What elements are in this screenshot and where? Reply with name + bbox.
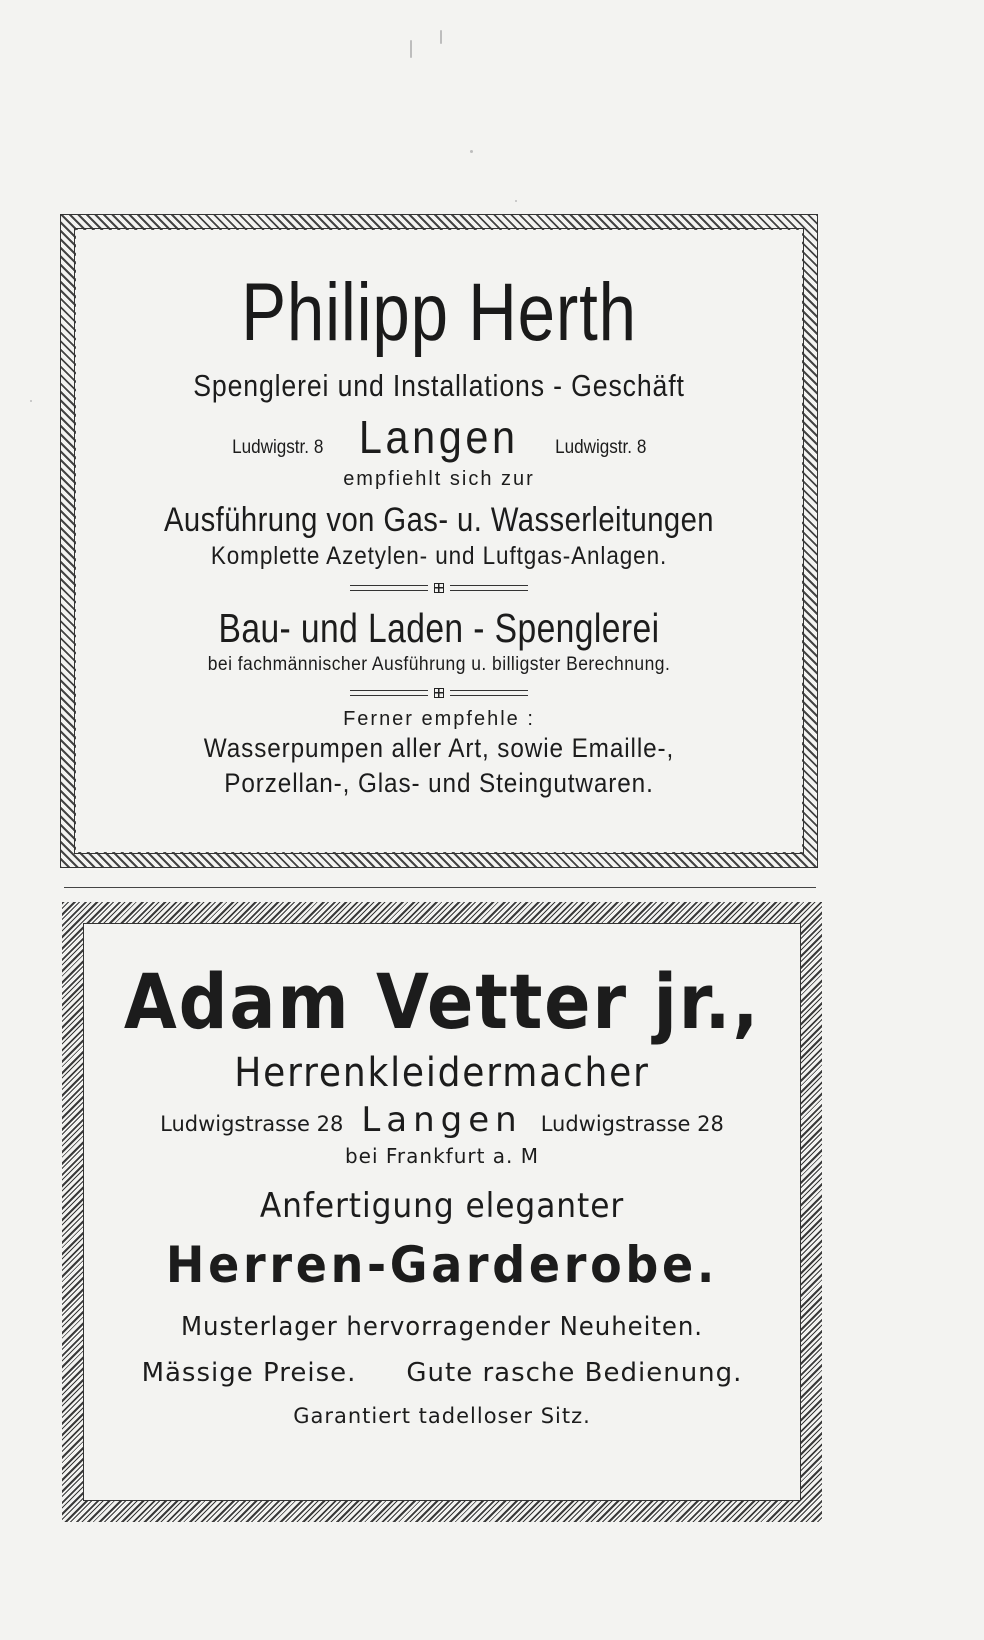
- stock-text: Musterlager hervorragender Neuheiten.: [181, 1312, 703, 1342]
- products-line-2: Porzellan-, Glas- und Steingutwaren.: [224, 767, 654, 798]
- headline-note: bei fachmännischer Ausführung u. billigster Berechnung.: [207, 654, 671, 675]
- street-right: Ludwigstrasse 28: [540, 1112, 724, 1136]
- fit-guarantee: Garantiert tadelloser Sitz.: [293, 1404, 591, 1428]
- city-name: Langen: [359, 411, 519, 463]
- paper-speck: [515, 200, 517, 202]
- price-service-row: [86, 1358, 798, 1388]
- garderobe-headline: Herren-Garderobe.: [165, 1236, 719, 1294]
- ad-divider: [64, 887, 816, 888]
- address-row: [78, 410, 800, 464]
- ornament-separator: [78, 686, 800, 700]
- business-name: Philipp Herth: [241, 267, 637, 358]
- street-left: Ludwigstr. 8: [231, 437, 324, 458]
- address-row: [86, 1100, 798, 1140]
- advertisement-philipp-herth: [60, 214, 818, 868]
- near-city: bei Frankfurt a. M: [344, 1144, 540, 1168]
- headline-spenglerei: Bau- und Laden - Spenglerei: [218, 605, 660, 651]
- business-name: Adam Vetter jr.,: [123, 957, 761, 1046]
- advertisement-adam-vetter: [62, 902, 822, 1522]
- further-recommend: Ferner empfehle :: [343, 708, 535, 730]
- street-right: Ludwigstr. 8: [554, 437, 647, 458]
- making-text: Anfertigung eleganter: [259, 1186, 625, 1226]
- city-name: Langen: [361, 1100, 523, 1140]
- recommends-text: empfiehlt sich zur: [343, 468, 535, 490]
- price-text: Mässige Preise.: [141, 1358, 357, 1388]
- ornament-separator: [78, 581, 800, 595]
- service-sub: Komplette Azetylen- und Luftgas-Anlagen.: [210, 542, 668, 570]
- service-main: Ausführung von Gas- u. Wasserleitungen: [164, 501, 714, 539]
- paper-speck: [30, 400, 32, 402]
- paper-speck: [410, 40, 412, 58]
- paper-speck: [440, 30, 442, 44]
- square-ornament-icon: [434, 583, 444, 593]
- square-ornament-icon: [434, 688, 444, 698]
- products-line-1: Wasserpumpen aller Art, sowie Emaille-,: [203, 733, 675, 763]
- paper-speck: [470, 150, 473, 153]
- business-trade: Herrenkleidermacher: [234, 1050, 650, 1096]
- service-text: Gute rasche Bedienung.: [406, 1358, 743, 1388]
- street-left: Ludwigstrasse 28: [160, 1112, 344, 1136]
- business-type: Spenglerei und Installations - Geschäft: [193, 368, 685, 403]
